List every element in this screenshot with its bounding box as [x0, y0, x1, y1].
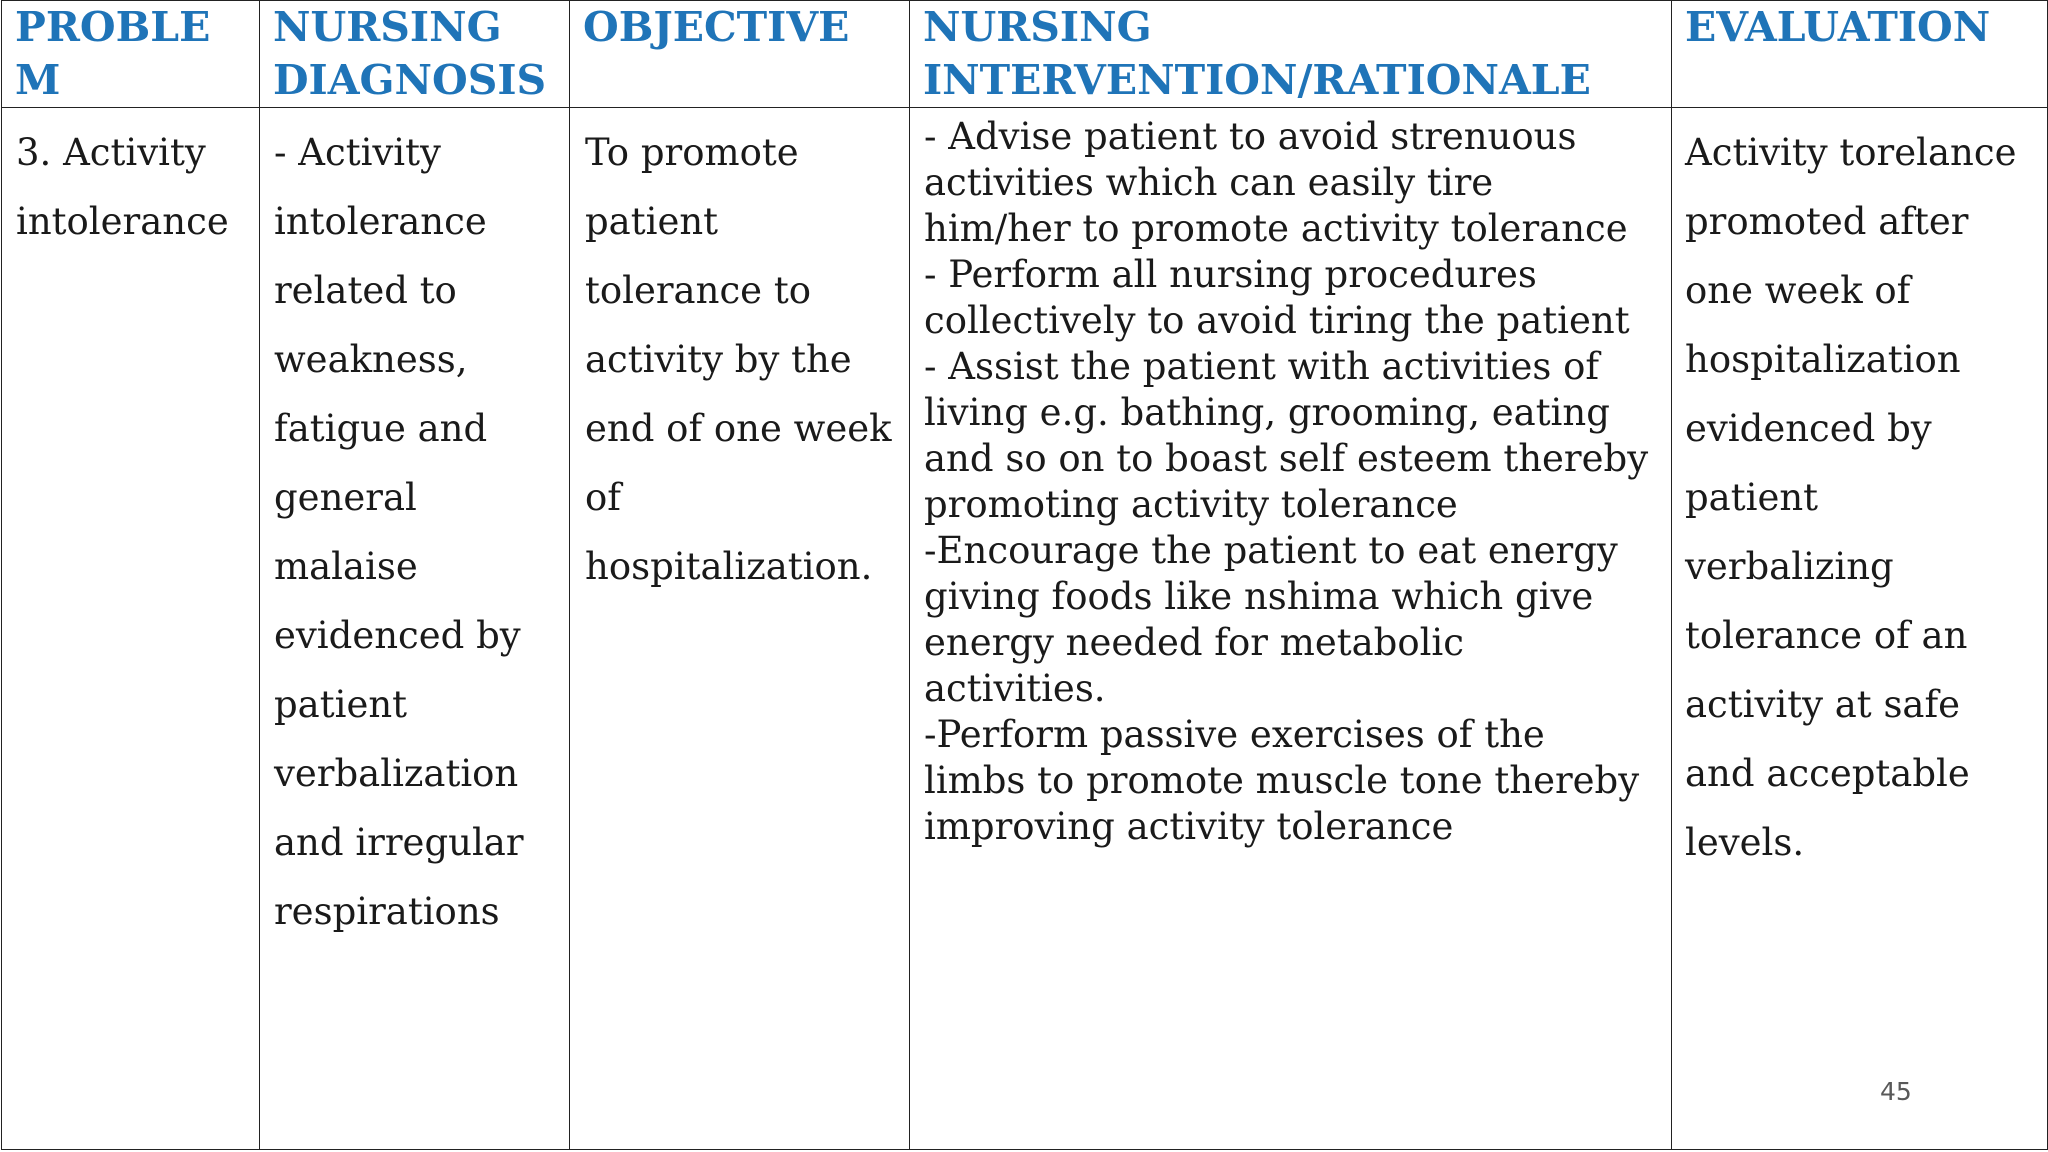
intervention-line: limbs to promote muscle tone thereby	[924, 759, 1640, 802]
header-objective-line: OBJECTIVE	[583, 3, 850, 51]
problem-text	[2, 108, 259, 256]
evaluation-text	[1672, 108, 2047, 877]
intervention-line: - Advise patient to avoid strenuous	[924, 115, 1577, 158]
objective-text	[570, 108, 909, 601]
diagnosis-line: - Activity	[274, 131, 441, 174]
evaluation-line: hospitalization	[1685, 338, 1961, 381]
diagnosis-line: verbalization	[274, 752, 519, 795]
diagnosis-line: patient	[274, 683, 408, 726]
diagnosis-line: related to	[274, 269, 457, 312]
interventions-text	[910, 108, 1671, 850]
intervention-line: activities.	[924, 667, 1106, 710]
objective-line: end of one week	[585, 407, 892, 450]
header-problem-line: PROBLE	[15, 3, 211, 51]
evaluation-line: one week of	[1685, 269, 1911, 312]
page-number: 45	[1880, 1077, 1912, 1106]
intervention-line: living e.g. bathing, grooming, eating	[924, 391, 1610, 434]
objective-line: To promote	[585, 131, 799, 174]
header-problem-line: M	[15, 56, 61, 104]
diagnosis-line: general	[274, 476, 417, 519]
header-evaluation-line: EVALUATION	[1685, 3, 1991, 51]
diagnosis-line: intolerance	[274, 200, 487, 243]
header-row	[2, 1, 2048, 108]
header-diagnosis-line: NURSING	[273, 3, 502, 51]
header-diagnosis-line: DIAGNOSIS	[273, 56, 547, 104]
header-evaluation	[1672, 1, 2048, 108]
evaluation-line: Activity torelance	[1685, 131, 2017, 174]
intervention-line: and so on to boast self esteem thereby	[924, 437, 1649, 480]
evaluation-line: patient verbalizing	[1685, 476, 1894, 588]
header-objective	[570, 1, 910, 108]
intervention-line: -Encourage the patient to eat energy	[924, 529, 1618, 572]
evaluation-cell	[1672, 108, 2048, 1150]
objective-line: tolerance to	[585, 269, 811, 312]
intervention-line: energy needed for metabolic	[924, 621, 1464, 664]
header-nursing-intervention	[910, 1, 1672, 108]
intervention-line: - Perform all nursing procedures	[924, 253, 1537, 296]
intervention-line: giving foods like nshima which give	[924, 575, 1594, 618]
intervention-line: promoting activity tolerance	[924, 483, 1458, 526]
diagnosis-cell	[260, 108, 570, 1150]
diagnosis-text	[260, 108, 569, 946]
intervention-line: collectively to avoid tiring the patient	[924, 299, 1630, 342]
problem-line: intolerance	[16, 200, 229, 243]
intervention-line: activities which can easily tire	[924, 161, 1494, 204]
nursing-care-plan-table	[1, 0, 2048, 1150]
problem-line: 3. Activity	[16, 131, 206, 174]
evaluation-line: promoted after	[1685, 200, 1969, 243]
header-nursing-diagnosis	[260, 1, 570, 108]
intervention-line: -Perform passive exercises of the	[924, 713, 1545, 756]
evaluation-line: tolerance of an	[1685, 614, 1968, 657]
evaluation-line: levels.	[1685, 821, 1805, 864]
problem-cell	[2, 108, 260, 1150]
evaluation-line: activity at safe	[1685, 683, 1961, 726]
intervention-line: him/her to promote activity tolerance	[924, 207, 1628, 250]
objective-line: hospitalization.	[585, 545, 873, 588]
intervention-line: improving activity tolerance	[924, 805, 1454, 848]
header-problem	[2, 1, 260, 108]
diagnosis-line: respirations	[274, 890, 500, 933]
diagnosis-line: fatigue and	[274, 407, 488, 450]
objective-cell	[570, 108, 910, 1150]
intervention-line: - Assist the patient with activities of	[924, 345, 1600, 388]
header-intervention-line: NURSING	[923, 3, 1152, 51]
diagnosis-line: weakness,	[274, 338, 468, 381]
evaluation-line: evidenced by	[1685, 407, 1932, 450]
diagnosis-line: evidenced by	[274, 614, 521, 657]
table-row	[2, 108, 2048, 1150]
diagnosis-line: and irregular	[274, 821, 524, 864]
objective-line: patient	[585, 200, 719, 243]
diagnosis-line: malaise	[274, 545, 418, 588]
header-intervention-line: INTERVENTION/RATIONALE	[923, 56, 1591, 104]
objective-line: activity by the	[585, 338, 852, 381]
interventions-cell	[910, 108, 1672, 1150]
evaluation-line: and acceptable	[1685, 752, 1970, 795]
objective-line: of	[585, 476, 621, 519]
